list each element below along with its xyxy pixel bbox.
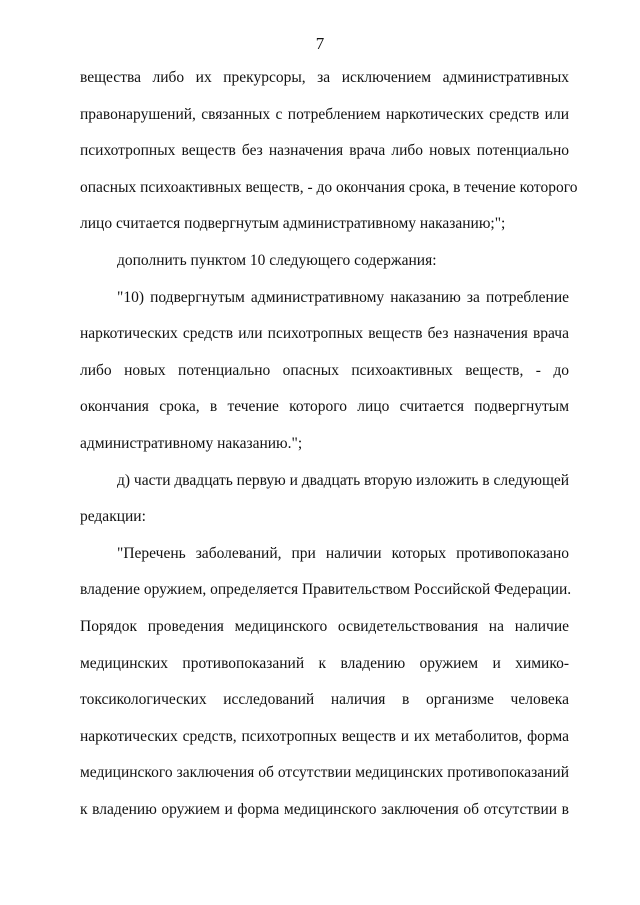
text-line: наркотических средств или психотропных веществ без назначения врача bbox=[80, 325, 569, 343]
text-line: психотропных веществ без назначения врача либо новых потенциально bbox=[80, 142, 569, 160]
page-number: 7 bbox=[315, 34, 325, 53]
text-line: опасных психоактивных веществ, - до окончания срока, в течение которого bbox=[80, 178, 578, 196]
text-line: либо новых потенциально опасных психоактивных веществ, - до bbox=[80, 361, 569, 379]
text-line: медицинских противопоказаний к владению оружием и химико- bbox=[80, 654, 569, 672]
text-line: токсикологических исследований наличия в организме человека bbox=[80, 691, 569, 709]
text-line: административному наказанию."; bbox=[80, 434, 303, 452]
text-line: окончания срока, в течение которого лицо считается подвергнутым bbox=[80, 398, 569, 416]
text-line: Порядок проведения медицинского освидетельствования на наличие bbox=[80, 617, 569, 635]
text-line: к владению оружием и форма медицинского заключения об отсутствии в bbox=[80, 800, 569, 818]
text-line: редакции: bbox=[80, 508, 146, 526]
text-line: владение оружием, определяется Правительством Российской Федерации. bbox=[80, 581, 572, 599]
text-line: "Перечень заболеваний, при наличии которых противопоказано bbox=[117, 544, 569, 562]
text-line: "10) подвергнутым административному наказанию за потребление bbox=[117, 288, 569, 306]
text-line: медицинского заключения об отсутствии медицинских противопоказаний bbox=[80, 764, 569, 782]
text-line: дополнить пунктом 10 следующего содержания: bbox=[117, 251, 437, 269]
text-line: д) части двадцать первую и двадцать вторую изложить в следующей bbox=[117, 471, 570, 489]
text-line: вещества либо их прекурсоры, за исключением административных bbox=[80, 69, 569, 86]
text-line: наркотических средств, психотропных веществ и их метаболитов, форма bbox=[80, 727, 569, 745]
text-line: правонарушений, связанных с потреблением наркотических средств или bbox=[80, 105, 569, 123]
text-line: лицо считается подвергнутым административному наказанию;"; bbox=[80, 215, 506, 233]
document-body bbox=[80, 67, 578, 835]
